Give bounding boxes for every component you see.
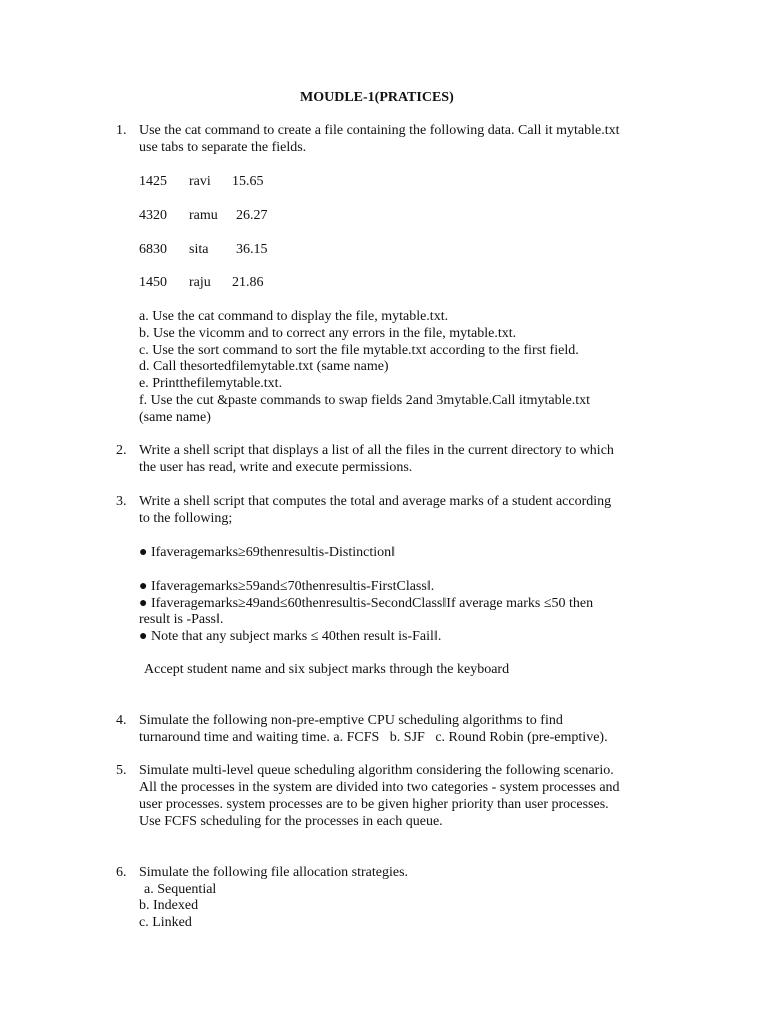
table-cell: 21.86 <box>232 275 264 290</box>
question-5-line-2: All the processes in the system are divided into two categories - system processes and <box>139 780 620 795</box>
table-cell: ravi <box>189 174 211 189</box>
question-3-number: 3. <box>116 494 127 509</box>
question-3-line-1: Write a shell script that computes the total and average marks of a student according <box>139 494 612 509</box>
question-5-line-3: user processes. system processes are to be given higher priority than user processes. <box>139 797 609 812</box>
question-6-line-1: Simulate the following file allocation strategies. <box>139 865 409 880</box>
allocation-indexed: b. Indexed <box>139 898 199 913</box>
question-5-line-1: Simulate multi-level queue scheduling algorithm considering the following scenario. <box>139 763 614 778</box>
question-2-line-1: Write a shell script that displays a list of all the files in the current directory to which <box>139 443 614 458</box>
table-cell: sita <box>189 242 209 257</box>
step-f-continued: (same name) <box>139 410 211 425</box>
step-b: b. Use the vicomm and to correct any errors in the file, mytable.txt. <box>139 326 517 341</box>
bullet-first-class: ● Ifaveragemarks≥59and≤70thenresultis-FirstClass‖. <box>139 579 435 594</box>
step-f: f. Use the cut &paste commands to swap fields 2and 3mytable.Call itmytable.txt <box>139 393 591 408</box>
question-1-line-2: use tabs to separate the fields. <box>139 140 307 155</box>
bullet-second-class: ● Ifaveragemarks≥49and≤60thenresultis-SecondClass‖If average marks ≤50 then <box>139 596 594 611</box>
question-6-number: 6. <box>116 865 127 880</box>
step-c: c. Use the sort command to sort the file mytable.txt according to the first field. <box>139 343 579 358</box>
table-cell: 26.27 <box>236 208 268 223</box>
question-4-line-2: turnaround time and waiting time. a. FCFS b. SJF c. Round Robin (pre-emptive). <box>139 730 608 745</box>
table-cell: ramu <box>189 208 218 223</box>
question-3-line-2: to the following; <box>139 511 233 526</box>
question-5-line-4: Use FCFS scheduling for the processes in each queue. <box>139 814 443 829</box>
step-d: d. Call thesortedfilemytable.txt (same name) <box>139 359 389 374</box>
page-title: MOUDLE-1(PRATICES) <box>300 90 454 105</box>
question-5-number: 5. <box>116 763 127 778</box>
bullet-second-class-continued: result is -Pass‖. <box>139 612 224 627</box>
question-4-number: 4. <box>116 713 127 728</box>
question-2-line-2: the user has read, write and execute permissions. <box>139 460 413 475</box>
table-cell: 1425 <box>139 174 167 189</box>
bullet-fail: ● Note that any subject marks ≤ 40then result is-Fail‖. <box>139 629 442 644</box>
accept-note: Accept student name and six subject marks through the keyboard <box>144 662 510 677</box>
bullet-distinction: ● Ifaveragemarks≥69thenresultis-Distinction‖ <box>139 545 396 560</box>
allocation-linked: c. Linked <box>139 915 192 930</box>
table-cell: 36.15 <box>236 242 268 257</box>
question-1-line-1: Use the cat command to create a file containing the following data. Call it mytable.txt <box>139 123 620 138</box>
question-4-line-1: Simulate the following non-pre-emptive CPU scheduling algorithms to find <box>139 713 563 728</box>
question-2-number: 2. <box>116 443 127 458</box>
table-cell: 6830 <box>139 242 167 257</box>
table-cell: 1450 <box>139 275 167 290</box>
table-cell: raju <box>189 275 211 290</box>
allocation-sequential: a. Sequential <box>144 882 217 897</box>
question-1-number: 1. <box>116 123 127 138</box>
table-cell: 4320 <box>139 208 167 223</box>
step-e: e. Printthefilemytable.txt. <box>139 376 283 391</box>
step-a: a. Use the cat command to display the file, mytable.txt. <box>139 309 449 324</box>
table-cell: 15.65 <box>232 174 264 189</box>
